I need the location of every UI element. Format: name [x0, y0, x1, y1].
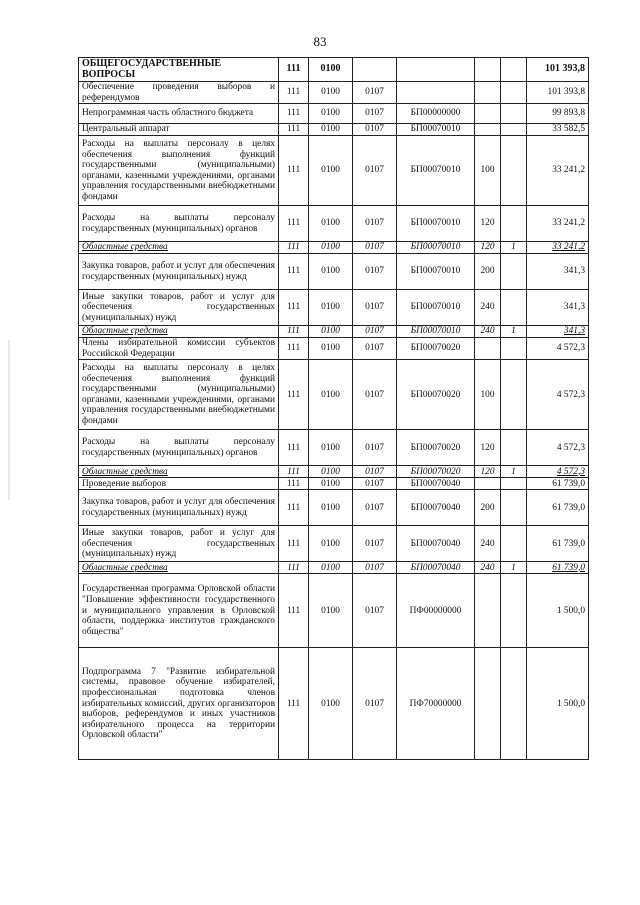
- subsection-code: 0107: [353, 574, 397, 648]
- expense-type-code: [475, 104, 501, 124]
- source-code: [501, 648, 527, 760]
- target-article-code: БП00070020: [397, 466, 475, 478]
- binding-mark: [8, 340, 10, 500]
- expense-type-code: [475, 648, 501, 760]
- target-article-code: БП00070020: [397, 430, 475, 466]
- ved-code: 111: [279, 360, 309, 430]
- target-article-code: БП00070040: [397, 490, 475, 526]
- expense-type-code: 120: [475, 242, 501, 254]
- target-article-code: БП00070020: [397, 360, 475, 430]
- ved-code: 111: [279, 206, 309, 242]
- section-code: 0100: [309, 104, 353, 124]
- section-code: 0100: [309, 526, 353, 562]
- row-name: ОБЩЕГОСУДАРСТВЕННЫЕ ВОПРОСЫ: [79, 58, 279, 82]
- source-code: [501, 526, 527, 562]
- target-article-code: ПФ00000000: [397, 574, 475, 648]
- amount: 33 241,2: [527, 206, 589, 242]
- subsection-code: 0107: [353, 490, 397, 526]
- table-row: [79, 58, 589, 82]
- table-row: [79, 242, 589, 254]
- source-code: [501, 290, 527, 326]
- amount: 99 893,8: [527, 104, 589, 124]
- ved-code: 111: [279, 562, 309, 574]
- table-row: [79, 526, 589, 562]
- table-row: [79, 430, 589, 466]
- expense-type-code: 240: [475, 526, 501, 562]
- subsection-code: 0107: [353, 136, 397, 206]
- expense-type-code: 240: [475, 326, 501, 338]
- amount: 4 572,3: [527, 466, 589, 478]
- source-code: 1: [501, 562, 527, 574]
- subsection-code: 0107: [353, 290, 397, 326]
- table-row: [79, 326, 589, 338]
- row-name: Областные средства: [79, 466, 279, 478]
- section-code: 0100: [309, 136, 353, 206]
- ved-code: 111: [279, 478, 309, 490]
- row-name: Обеспечение проведения выборов и референдумов: [79, 82, 279, 104]
- table-row: [79, 338, 589, 360]
- row-name: Непрограммная часть областного бюджета: [79, 104, 279, 124]
- expense-type-code: [475, 124, 501, 136]
- row-name: Подпрограмма 7 "Развитие избирательной системы, правовое обучение избирателей, профессиональная подготовка членов избирательных комиссий, других организаторов выборов, референдумов и иных участников избирательного процесса на территории Орловской области": [79, 648, 279, 760]
- target-article-code: БП00070040: [397, 478, 475, 490]
- subsection-code: 0107: [353, 430, 397, 466]
- section-code: 0100: [309, 574, 353, 648]
- subsection-code: 0107: [353, 124, 397, 136]
- expense-type-code: 120: [475, 466, 501, 478]
- row-name: Областные средства: [79, 326, 279, 338]
- page-number: 83: [313, 34, 327, 49]
- source-code: 1: [501, 466, 527, 478]
- table-row: [79, 562, 589, 574]
- expense-type-code: 100: [475, 136, 501, 206]
- row-name: Закупка товаров, работ и услуг для обеспечения государственных (муниципальных) нужд: [79, 254, 279, 290]
- amount: 33 241,2: [527, 136, 589, 206]
- table-row: [79, 254, 589, 290]
- subsection-code: 0107: [353, 360, 397, 430]
- subsection-code: 0107: [353, 338, 397, 360]
- amount: 341,3: [527, 290, 589, 326]
- section-code: 0100: [309, 648, 353, 760]
- subsection-code: 0107: [353, 648, 397, 760]
- table-row: [79, 466, 589, 478]
- target-article-code: БП00070010: [397, 290, 475, 326]
- target-article-code: БП00070040: [397, 562, 475, 574]
- target-article-code: БП00070010: [397, 254, 475, 290]
- target-article-code: БП00070020: [397, 338, 475, 360]
- row-name: Расходы на выплаты персоналу в целях обеспечения выполнения функций государственными (муниципальными) органами, казенными учреждениями, органами управления государственными внебюджетными фондами: [79, 360, 279, 430]
- source-code: 1: [501, 242, 527, 254]
- target-article-code: БП00070040: [397, 526, 475, 562]
- section-code: 0100: [309, 290, 353, 326]
- amount: 4 572,3: [527, 430, 589, 466]
- target-article-code: БП00000000: [397, 104, 475, 124]
- expense-type-code: 240: [475, 290, 501, 326]
- row-name: Государственная программа Орловской области "Повышение эффективности государственного и муниципального управления в Орловской области, поддержка институтов гражданского общества": [79, 574, 279, 648]
- section-code: 0100: [309, 82, 353, 104]
- expense-type-code: [475, 478, 501, 490]
- source-code: [501, 490, 527, 526]
- ved-code: 111: [279, 430, 309, 466]
- ved-code: 111: [279, 338, 309, 360]
- amount: 1 500,0: [527, 574, 589, 648]
- row-name: Иные закупки товаров, работ и услуг для обеспечения государственных (муниципальных) нужд: [79, 290, 279, 326]
- table-row: [79, 82, 589, 104]
- amount: 33 241,2: [527, 242, 589, 254]
- row-name: Областные средства: [79, 562, 279, 574]
- expense-type-code: [475, 82, 501, 104]
- source-code: [501, 58, 527, 82]
- ved-code: 111: [279, 290, 309, 326]
- row-name: Расходы на выплаты персоналу в целях обеспечения выполнения функций государственными (муниципальными) органами, казенными учреждениями, органами управления государственными внебюджетными фондами: [79, 136, 279, 206]
- table-row: [79, 648, 589, 760]
- amount: 4 572,3: [527, 338, 589, 360]
- target-article-code: БП00070010: [397, 136, 475, 206]
- section-code: 0100: [309, 326, 353, 338]
- subsection-code: [353, 58, 397, 82]
- subsection-code: 0107: [353, 206, 397, 242]
- source-code: [501, 104, 527, 124]
- source-code: [501, 136, 527, 206]
- ved-code: 111: [279, 82, 309, 104]
- ved-code: 111: [279, 574, 309, 648]
- amount: 61 739,0: [527, 478, 589, 490]
- section-code: 0100: [309, 124, 353, 136]
- amount: 61 739,0: [527, 526, 589, 562]
- amount: 61 739,0: [527, 562, 589, 574]
- subsection-code: 0107: [353, 466, 397, 478]
- expense-type-code: [475, 58, 501, 82]
- table-row: [79, 360, 589, 430]
- section-code: 0100: [309, 58, 353, 82]
- source-code: [501, 574, 527, 648]
- row-name: Иные закупки товаров, работ и услуг для обеспечения государственных (муниципальных) нужд: [79, 526, 279, 562]
- subsection-code: 0107: [353, 82, 397, 104]
- amount: 101 393,8: [527, 58, 589, 82]
- section-code: 0100: [309, 562, 353, 574]
- source-code: [501, 82, 527, 104]
- table-row: [79, 490, 589, 526]
- table-row: [79, 124, 589, 136]
- section-code: 0100: [309, 430, 353, 466]
- ved-code: 111: [279, 58, 309, 82]
- ved-code: 111: [279, 466, 309, 478]
- amount: 33 582,5: [527, 124, 589, 136]
- row-name: Расходы на выплаты персоналу государственных (муниципальных) органов: [79, 430, 279, 466]
- section-code: 0100: [309, 490, 353, 526]
- section-code: 0100: [309, 338, 353, 360]
- expense-type-code: 200: [475, 490, 501, 526]
- table-row: [79, 478, 589, 490]
- amount: 341,3: [527, 254, 589, 290]
- subsection-code: 0107: [353, 242, 397, 254]
- subsection-code: 0107: [353, 478, 397, 490]
- ved-code: 111: [279, 124, 309, 136]
- source-code: [501, 360, 527, 430]
- target-article-code: [397, 82, 475, 104]
- ved-code: 111: [279, 104, 309, 124]
- section-code: 0100: [309, 478, 353, 490]
- section-code: 0100: [309, 466, 353, 478]
- source-code: [501, 254, 527, 290]
- target-article-code: БП00070010: [397, 326, 475, 338]
- subsection-code: 0107: [353, 526, 397, 562]
- section-code: 0100: [309, 254, 353, 290]
- section-code: 0100: [309, 206, 353, 242]
- source-code: [501, 206, 527, 242]
- amount: 61 739,0: [527, 490, 589, 526]
- ved-code: 111: [279, 254, 309, 290]
- table-row: [79, 206, 589, 242]
- source-code: [501, 338, 527, 360]
- table-row: [79, 290, 589, 326]
- table-row: [79, 136, 589, 206]
- ved-code: 111: [279, 326, 309, 338]
- row-name: Проведение выборов: [79, 478, 279, 490]
- amount: 1 500,0: [527, 648, 589, 760]
- subsection-code: 0107: [353, 562, 397, 574]
- source-code: 1: [501, 326, 527, 338]
- expense-type-code: 240: [475, 562, 501, 574]
- ved-code: 111: [279, 526, 309, 562]
- row-name: Расходы на выплаты персоналу государственных (муниципальных) органов: [79, 206, 279, 242]
- table-row: [79, 104, 589, 124]
- amount: 101 393,8: [527, 82, 589, 104]
- subsection-code: 0107: [353, 326, 397, 338]
- target-article-code: БП00070010: [397, 206, 475, 242]
- expense-type-code: [475, 338, 501, 360]
- target-article-code: БП00070010: [397, 242, 475, 254]
- expense-type-code: 200: [475, 254, 501, 290]
- ved-code: 111: [279, 136, 309, 206]
- budget-table: [78, 57, 589, 760]
- expense-type-code: [475, 574, 501, 648]
- ved-code: 111: [279, 242, 309, 254]
- target-article-code: ПФ70000000: [397, 648, 475, 760]
- table-row: [79, 574, 589, 648]
- target-article-code: БП00070010: [397, 124, 475, 136]
- source-code: [501, 124, 527, 136]
- row-name: Члены избирательной комиссии субъектов Российской Федерации: [79, 338, 279, 360]
- row-name: Областные средства: [79, 242, 279, 254]
- source-code: [501, 478, 527, 490]
- amount: 4 572,3: [527, 360, 589, 430]
- section-code: 0100: [309, 242, 353, 254]
- expense-type-code: 120: [475, 430, 501, 466]
- target-article-code: [397, 58, 475, 82]
- subsection-code: 0107: [353, 104, 397, 124]
- ved-code: 111: [279, 648, 309, 760]
- amount: 341,3: [527, 326, 589, 338]
- source-code: [501, 430, 527, 466]
- row-name: Закупка товаров, работ и услуг для обеспечения государственных (муниципальных) нужд: [79, 490, 279, 526]
- subsection-code: 0107: [353, 254, 397, 290]
- ved-code: 111: [279, 490, 309, 526]
- row-name: Центральный аппарат: [79, 124, 279, 136]
- section-code: 0100: [309, 360, 353, 430]
- expense-type-code: 100: [475, 360, 501, 430]
- expense-type-code: 120: [475, 206, 501, 242]
